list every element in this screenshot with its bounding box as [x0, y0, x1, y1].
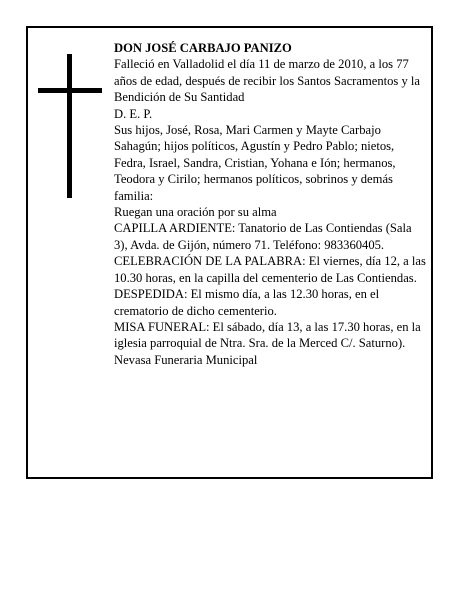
rest-in-peace: D. E. P. [114, 106, 153, 121]
celebration-info: CELEBRACIÓN DE LA PALABRA: El viernes, día 12, a las 10.30 horas, en la capilla del cementerio de Las Contiendas. [114, 254, 426, 285]
cross-horizontal-bar [38, 88, 102, 93]
farewell-info: DESPEDIDA: El mismo día, a las 12.30 horas, en el crematorio de dicho cementerio. [114, 287, 380, 318]
notice-text [114, 40, 426, 368]
death-announcement: Falleció en Valladolid el día 11 de marzo de 2010, a los 77 años de edad, después de recibir los Santos Sacramentos y la Bendición de Su Santidad [114, 57, 421, 105]
family-list: Sus hijos, José, Rosa, Mari Carmen y Mayte Carbajo Sahagún; hijos políticos, Agustín y Pedro Pablo; nietos, Fedra, Israel, Sandra, Cristian, Yohana e Ión; hermanos, Teodora y Cirilo; hermanos políticos, sobrinos y demás familia: [114, 123, 396, 203]
cross-vertical-bar [67, 54, 72, 198]
prayer-request: Ruegan una oración por su alma [114, 205, 277, 220]
obituary-notice [26, 26, 433, 479]
funeral-mass-info: MISA FUNERAL: El sábado, día 13, a las 17.30 horas, en la iglesia parroquial de Ntra. Sra. de la Merced C/. Saturno). [114, 319, 421, 351]
deceased-name: DON JOSÉ CARBAJO PANIZO [114, 41, 292, 55]
funeral-home: Nevasa Funeraria Municipal [114, 352, 258, 367]
cross-icon [38, 54, 102, 198]
funeral-chapel-info: CAPILLA ARDIENTE: Tanatorio de Las Contiendas (Sala 3), Avda. de Gijón, número 71. Teléfono: 983360405. [114, 221, 412, 252]
